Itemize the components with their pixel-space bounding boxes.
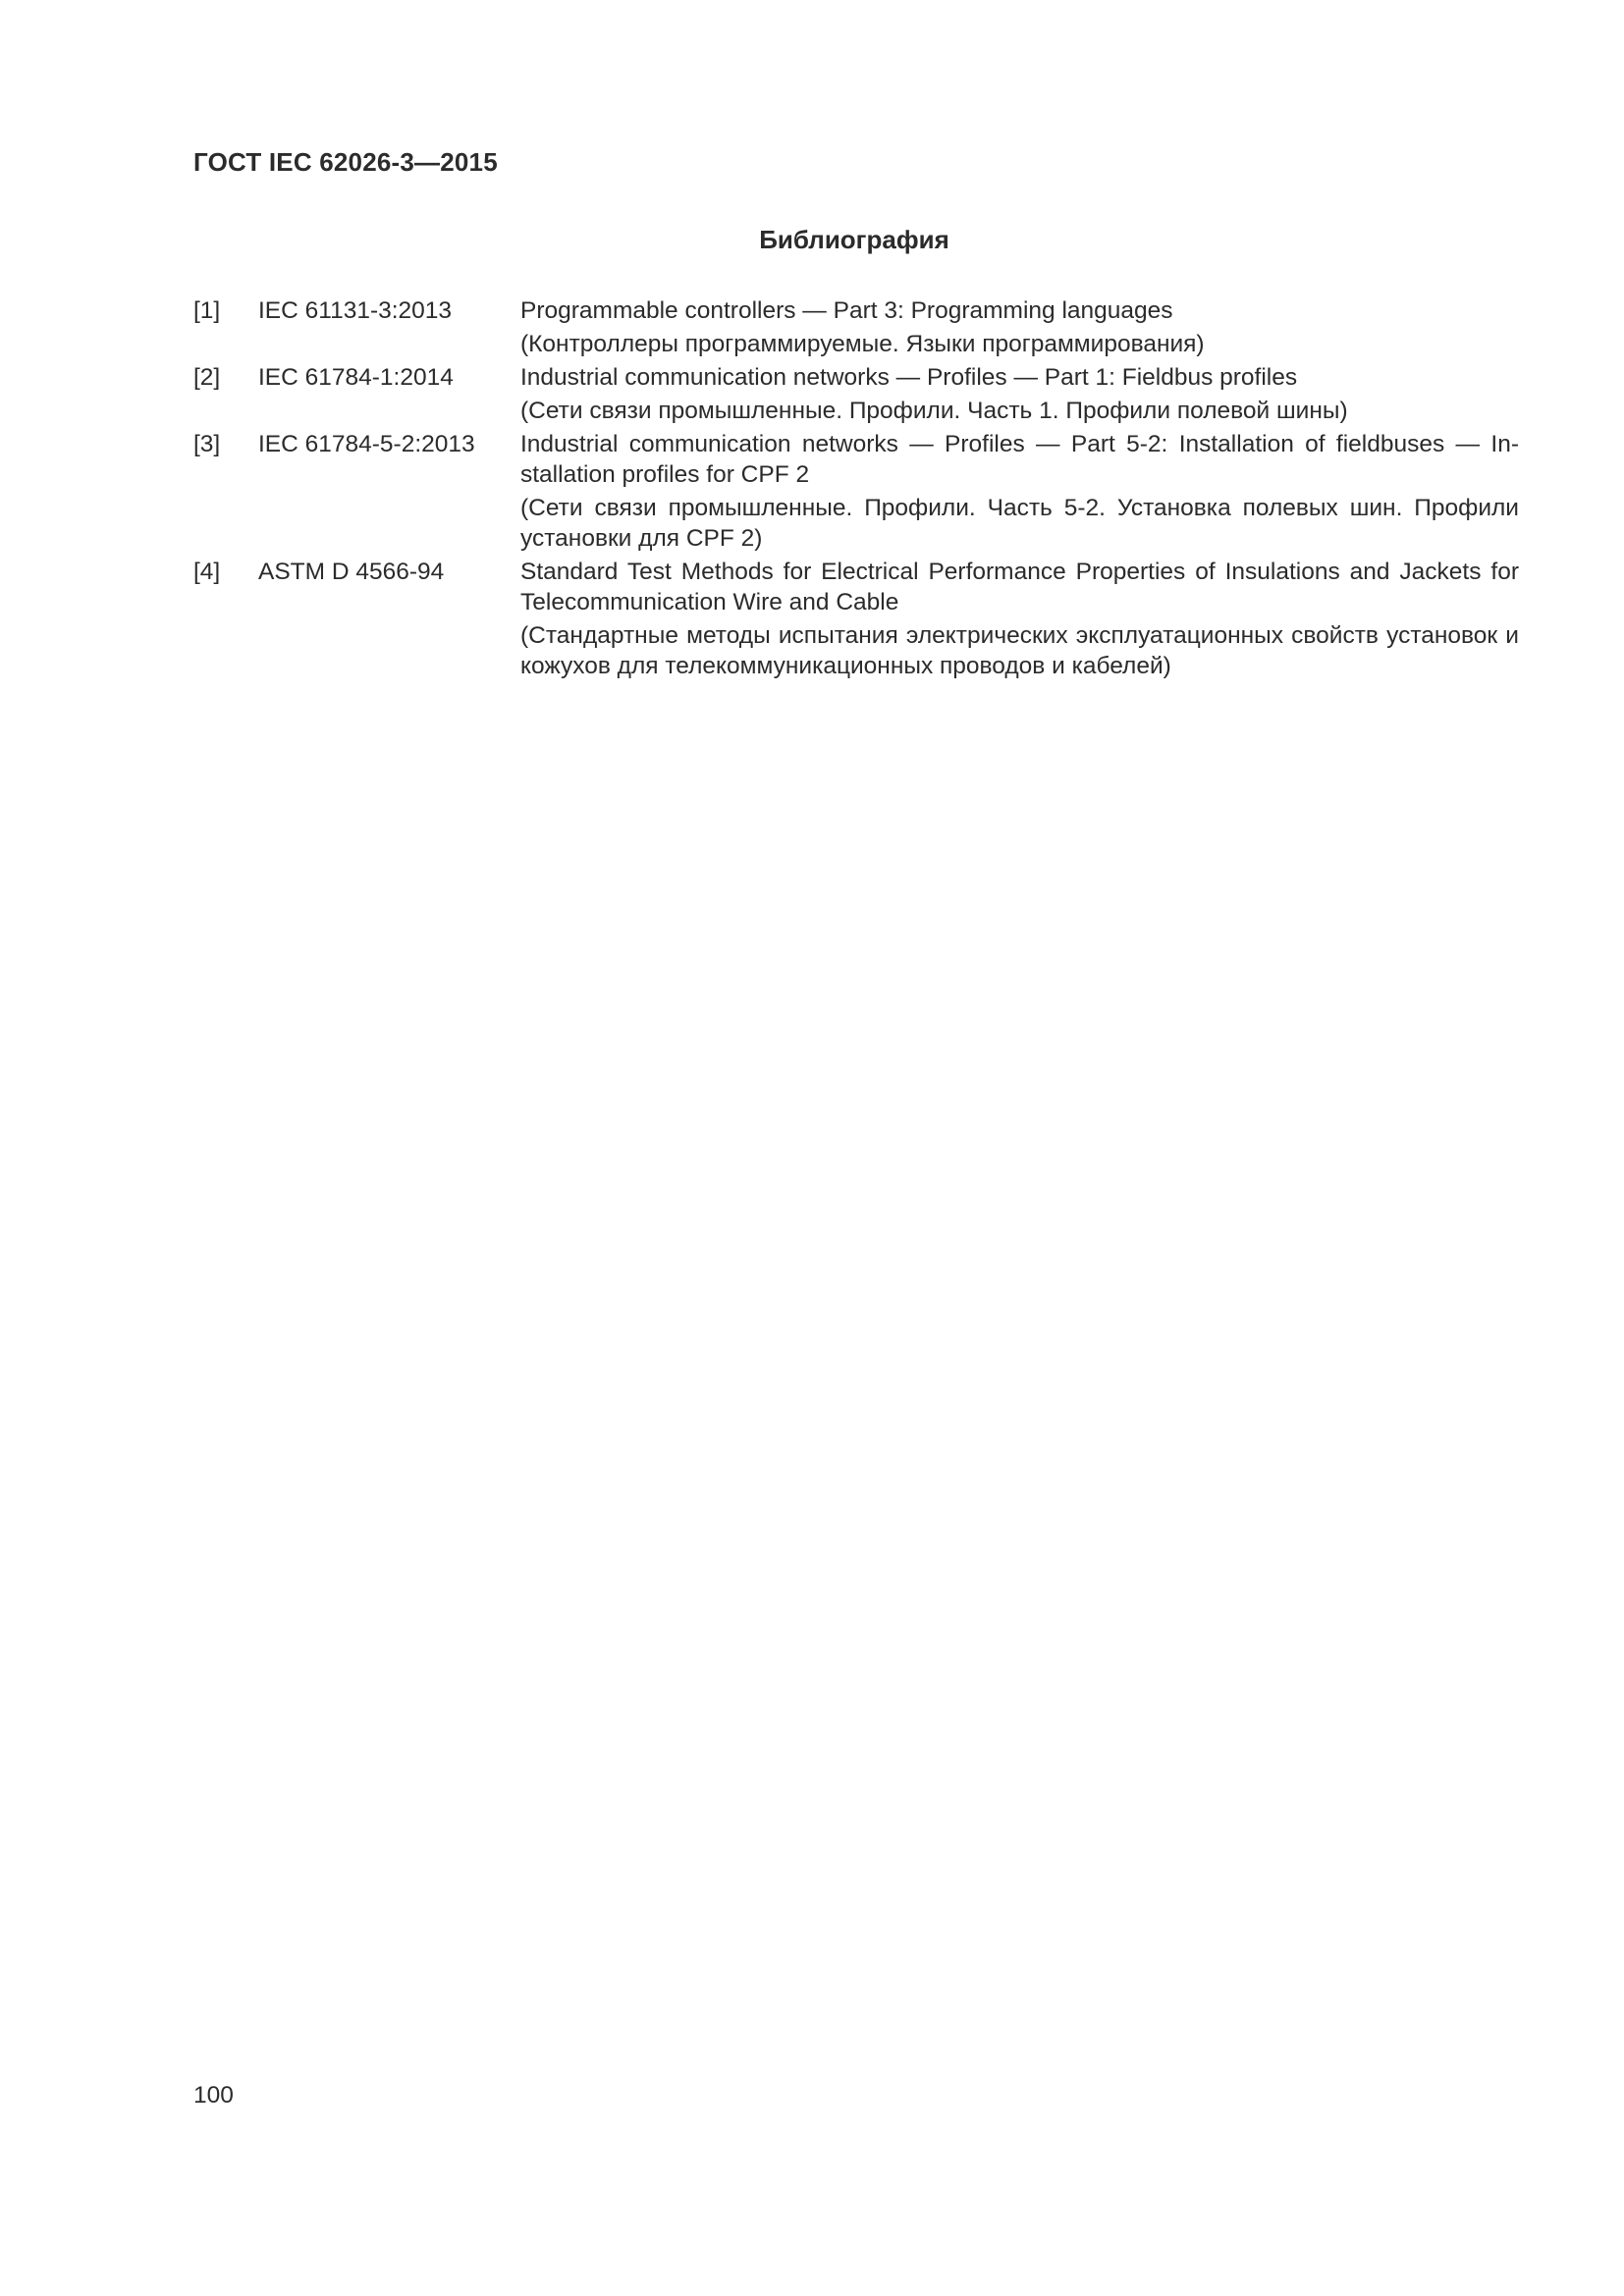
entry-title-en: Programmable controllers — Part 3: Programming languages [520, 297, 1173, 324]
entry-title-ru: (Контроллеры программируемые. Языки программирования) [520, 331, 1205, 357]
entry-title-en: Standard Test Methods for Electrical Performance Properties of Insulations and Jackets for Telecommunication Wire and Cable [520, 559, 1519, 615]
bibliography-table [193, 295, 1519, 684]
entry-title-ru: (Сети связи промышленные. Профили. Часть 1. Профили полевой шины) [520, 398, 1348, 424]
entry-number: [2] [193, 364, 221, 391]
entry-code: IEC 61784-1:2014 [258, 364, 454, 391]
entry-number: [3] [193, 431, 221, 457]
entry-code: ASTM D 4566-94 [258, 559, 445, 585]
entry-code: IEC 61784-5-2:2013 [258, 431, 475, 457]
page-number: 100 [193, 2082, 234, 2109]
bibliography-entry [193, 362, 1519, 429]
entry-title-en: Industrial communication networks — Profiles — Part 5-2: Installation of fieldbuses — Installation profiles for CPF 2 [520, 431, 1519, 488]
entry-number: [1] [193, 297, 221, 324]
entry-title-ru: (Стандартные методы испытания электрических эксплуатационных свойств установок и кожухов для телекоммуникационных проводов и кабелей) [520, 622, 1519, 679]
entry-titles [520, 295, 1519, 362]
bibliography-entry [193, 295, 1519, 362]
document-header: ГОСТ IEC 62026-3—2015 [193, 147, 498, 177]
entry-titles [520, 429, 1519, 557]
entry-titles [520, 362, 1519, 429]
entry-title-en: Industrial communication networks — Profiles — Part 1: Fieldbus profiles [520, 364, 1298, 391]
bibliography-entry [193, 557, 1519, 684]
bibliography-entry [193, 429, 1519, 557]
section-title: Библиография [759, 225, 949, 254]
entry-code: IEC 61131-3:2013 [258, 297, 453, 324]
entry-titles [520, 557, 1519, 684]
entry-title-ru: (Сети связи промышленные. Профили. Часть 5-2. Установка полевых шин. Профили установки для CPF 2) [520, 495, 1519, 552]
entry-number: [4] [193, 559, 221, 585]
